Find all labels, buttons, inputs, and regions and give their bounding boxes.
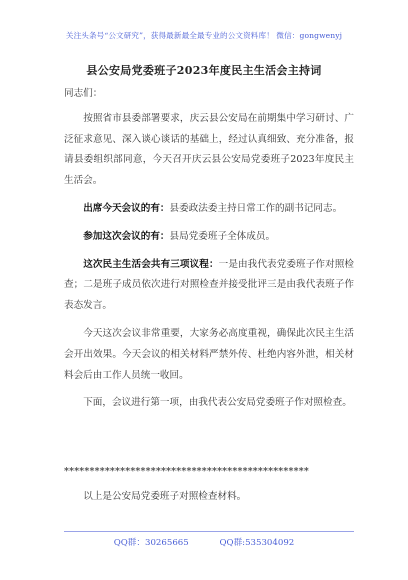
- asterisk-divider: ************************************************: [64, 466, 309, 477]
- agenda-lead: 这次民主生活会共有三项议程：: [83, 258, 219, 270]
- document-title: 县公安局党委班子2023年度民主生活会主持词: [86, 64, 322, 77]
- top-banner: 关注头条号“公文研究”，获得最新最全最专业的公文资料库！ 微信：gongwenyj: [65, 31, 343, 40]
- document-body: [64, 84, 354, 421]
- footer-qq-group-2: QQ群:535304092: [219, 538, 295, 548]
- attendees-paragraph: [64, 199, 354, 220]
- salutation: 同志们：: [64, 88, 103, 99]
- participants-paragraph: [64, 227, 354, 248]
- agenda-paragraph: [64, 255, 354, 317]
- participants-text: 县局党委班子全体成员。: [169, 230, 276, 242]
- participants-lead: 参加这次会议的有：: [83, 230, 170, 242]
- footer-rule: [64, 531, 354, 532]
- next-item-paragraph: 下面，会议进行第一项，由我代表公安局党委班子作对照检查。: [83, 397, 352, 409]
- footer-qq-group-1: QQ群：30265665: [113, 538, 189, 548]
- importance-paragraph: 今天这次会议非常重要，大家务必高度重视，确保此次民主生活会开出效果。今天会议的相关材料严禁外传、杜绝内容外泄，相关材料会后由工作人员统一收回。: [64, 327, 354, 381]
- attendees-lead: 出席今天会议的有：: [83, 202, 170, 214]
- agenda-text: 一是由我代表党委班子作对照检查；二是班子成员依次进行对照检查并接受批评三是由我代表班子作表态发言。: [64, 258, 355, 312]
- attendees-text: 县委政法委主持日常工作的副书记同志。: [169, 202, 343, 214]
- footer: [0, 536, 408, 548]
- closing-line: 以上是公安局党委班子对照检查材料。: [83, 491, 247, 502]
- opening-paragraph: 按照省市县委部署要求，庆云县公安局在前期集中学习研讨、广泛征求意见、深入谈心谈话的基础上，经过认真细致、充分准备，报请县委组织部同意，今天召开庆云县公安局党委班子2023年度民主生活会。: [64, 112, 354, 187]
